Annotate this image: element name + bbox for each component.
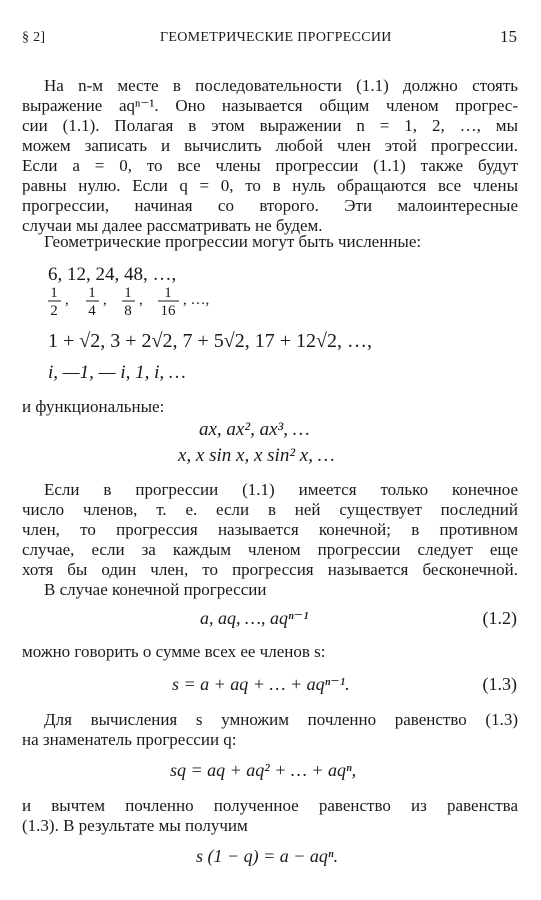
text-line: можем записать и вычислить любой член этой прогрессии. — [22, 136, 518, 155]
text-line: случаи мы далее рассматривать не будем. — [22, 216, 323, 235]
paragraph-finite-infinite — [22, 480, 518, 580]
equation-number-1-2: (1.2) — [482, 608, 517, 628]
equation-number-1-3: (1.3) — [482, 674, 517, 694]
text-line: прогрессии, начиная со второго. Эти малоинтересные — [22, 196, 518, 215]
section-marker: § 2] — [22, 30, 46, 45]
page-number: 15 — [500, 27, 517, 46]
text-line: член, то прогрессия называется конечной; в противном — [22, 520, 518, 539]
text-line: равны нулю. Если q = 0, то в нуль обращаются все члены — [22, 176, 518, 195]
text-line: Если в прогрессии (1.1) имеется только конечное — [44, 480, 518, 499]
text-line: (1.3). В результате мы получим — [22, 816, 248, 835]
svg-text:, …,: , …, — [183, 292, 210, 308]
paragraph-general-term — [22, 76, 518, 236]
paragraph-subtract — [22, 796, 518, 836]
svg-text:1: 1 — [50, 285, 58, 301]
text-line: на знаменатель прогрессии q: — [22, 730, 237, 749]
text-line: На n-м месте в последовательности (1.1) должно стоять — [44, 76, 518, 95]
equation-sq: sq = aq + aq² + … + aqⁿ, — [170, 760, 357, 780]
svg-text:4: 4 — [88, 303, 96, 319]
svg-text:,: , — [65, 292, 69, 308]
svg-text:8: 8 — [124, 303, 132, 319]
equation-1-2: a, aq, …, aqⁿ⁻¹ — [200, 608, 309, 628]
fraction-row — [48, 284, 238, 320]
text-line: случае, если за каждым членом прогрессии следует еще — [22, 540, 518, 559]
functional-example-powers: ax, ax², ax³, … — [199, 419, 310, 440]
text-line: хотя бы один член, то прогрессия называется бесконечной. — [22, 560, 518, 579]
functional-example-sines: x, x sin x, x sin² x, … — [178, 445, 335, 466]
svg-text:1: 1 — [124, 285, 132, 301]
numeric-example-radicals: 1 + √2, 3 + 2√2, 7 + 5√2, 17 + 12√2, …, — [48, 330, 373, 352]
numeric-example-integers: 6, 12, 24, 48, …, — [48, 264, 177, 285]
svg-text:,: , — [103, 292, 107, 308]
text-line: число членов, т. е. если в ней существует последний — [22, 500, 518, 519]
equation-final: s (1 − q) = a − aqⁿ. — [196, 846, 339, 866]
numeric-example-fractions — [48, 284, 238, 325]
running-title: ГЕОМЕТРИЧЕСКИЕ ПРОГРЕССИИ — [160, 30, 392, 45]
numeric-example-imaginary: i, —1, — i, 1, i, … — [48, 362, 186, 383]
paragraph-functional-intro: и функциональные: — [22, 397, 165, 416]
text-line: сии (1.1). Полагая в этом выражении n = 1, 2, …, мы — [22, 116, 518, 135]
paragraph-numeric-intro: Геометрические прогрессии могут быть численные: — [44, 232, 422, 251]
equation-1-3: s = a + aq + … + aqⁿ⁻¹. — [172, 674, 350, 694]
svg-text:1: 1 — [164, 285, 172, 301]
svg-text:1: 1 — [88, 285, 96, 301]
text-line: и вычтем почленно полученное равенство из равенства — [22, 796, 518, 815]
text-line: выражение aqⁿ⁻¹. Оно называется общим членом прогрес- — [22, 96, 518, 115]
paragraph-multiply — [22, 710, 518, 750]
svg-text:,: , — [139, 292, 143, 308]
svg-text:2: 2 — [50, 303, 58, 319]
paragraph-finite-case: В случае конечной прогрессии — [44, 580, 267, 599]
text-line: Если a = 0, то все члены прогрессии (1.1) также будут — [22, 156, 518, 175]
paragraph-sum-intro: можно говорить о сумме всех ее членов s: — [22, 642, 326, 661]
svg-text:16: 16 — [160, 303, 176, 319]
text-line: Для вычисления s умножим почленно равенство (1.3) — [44, 710, 518, 729]
